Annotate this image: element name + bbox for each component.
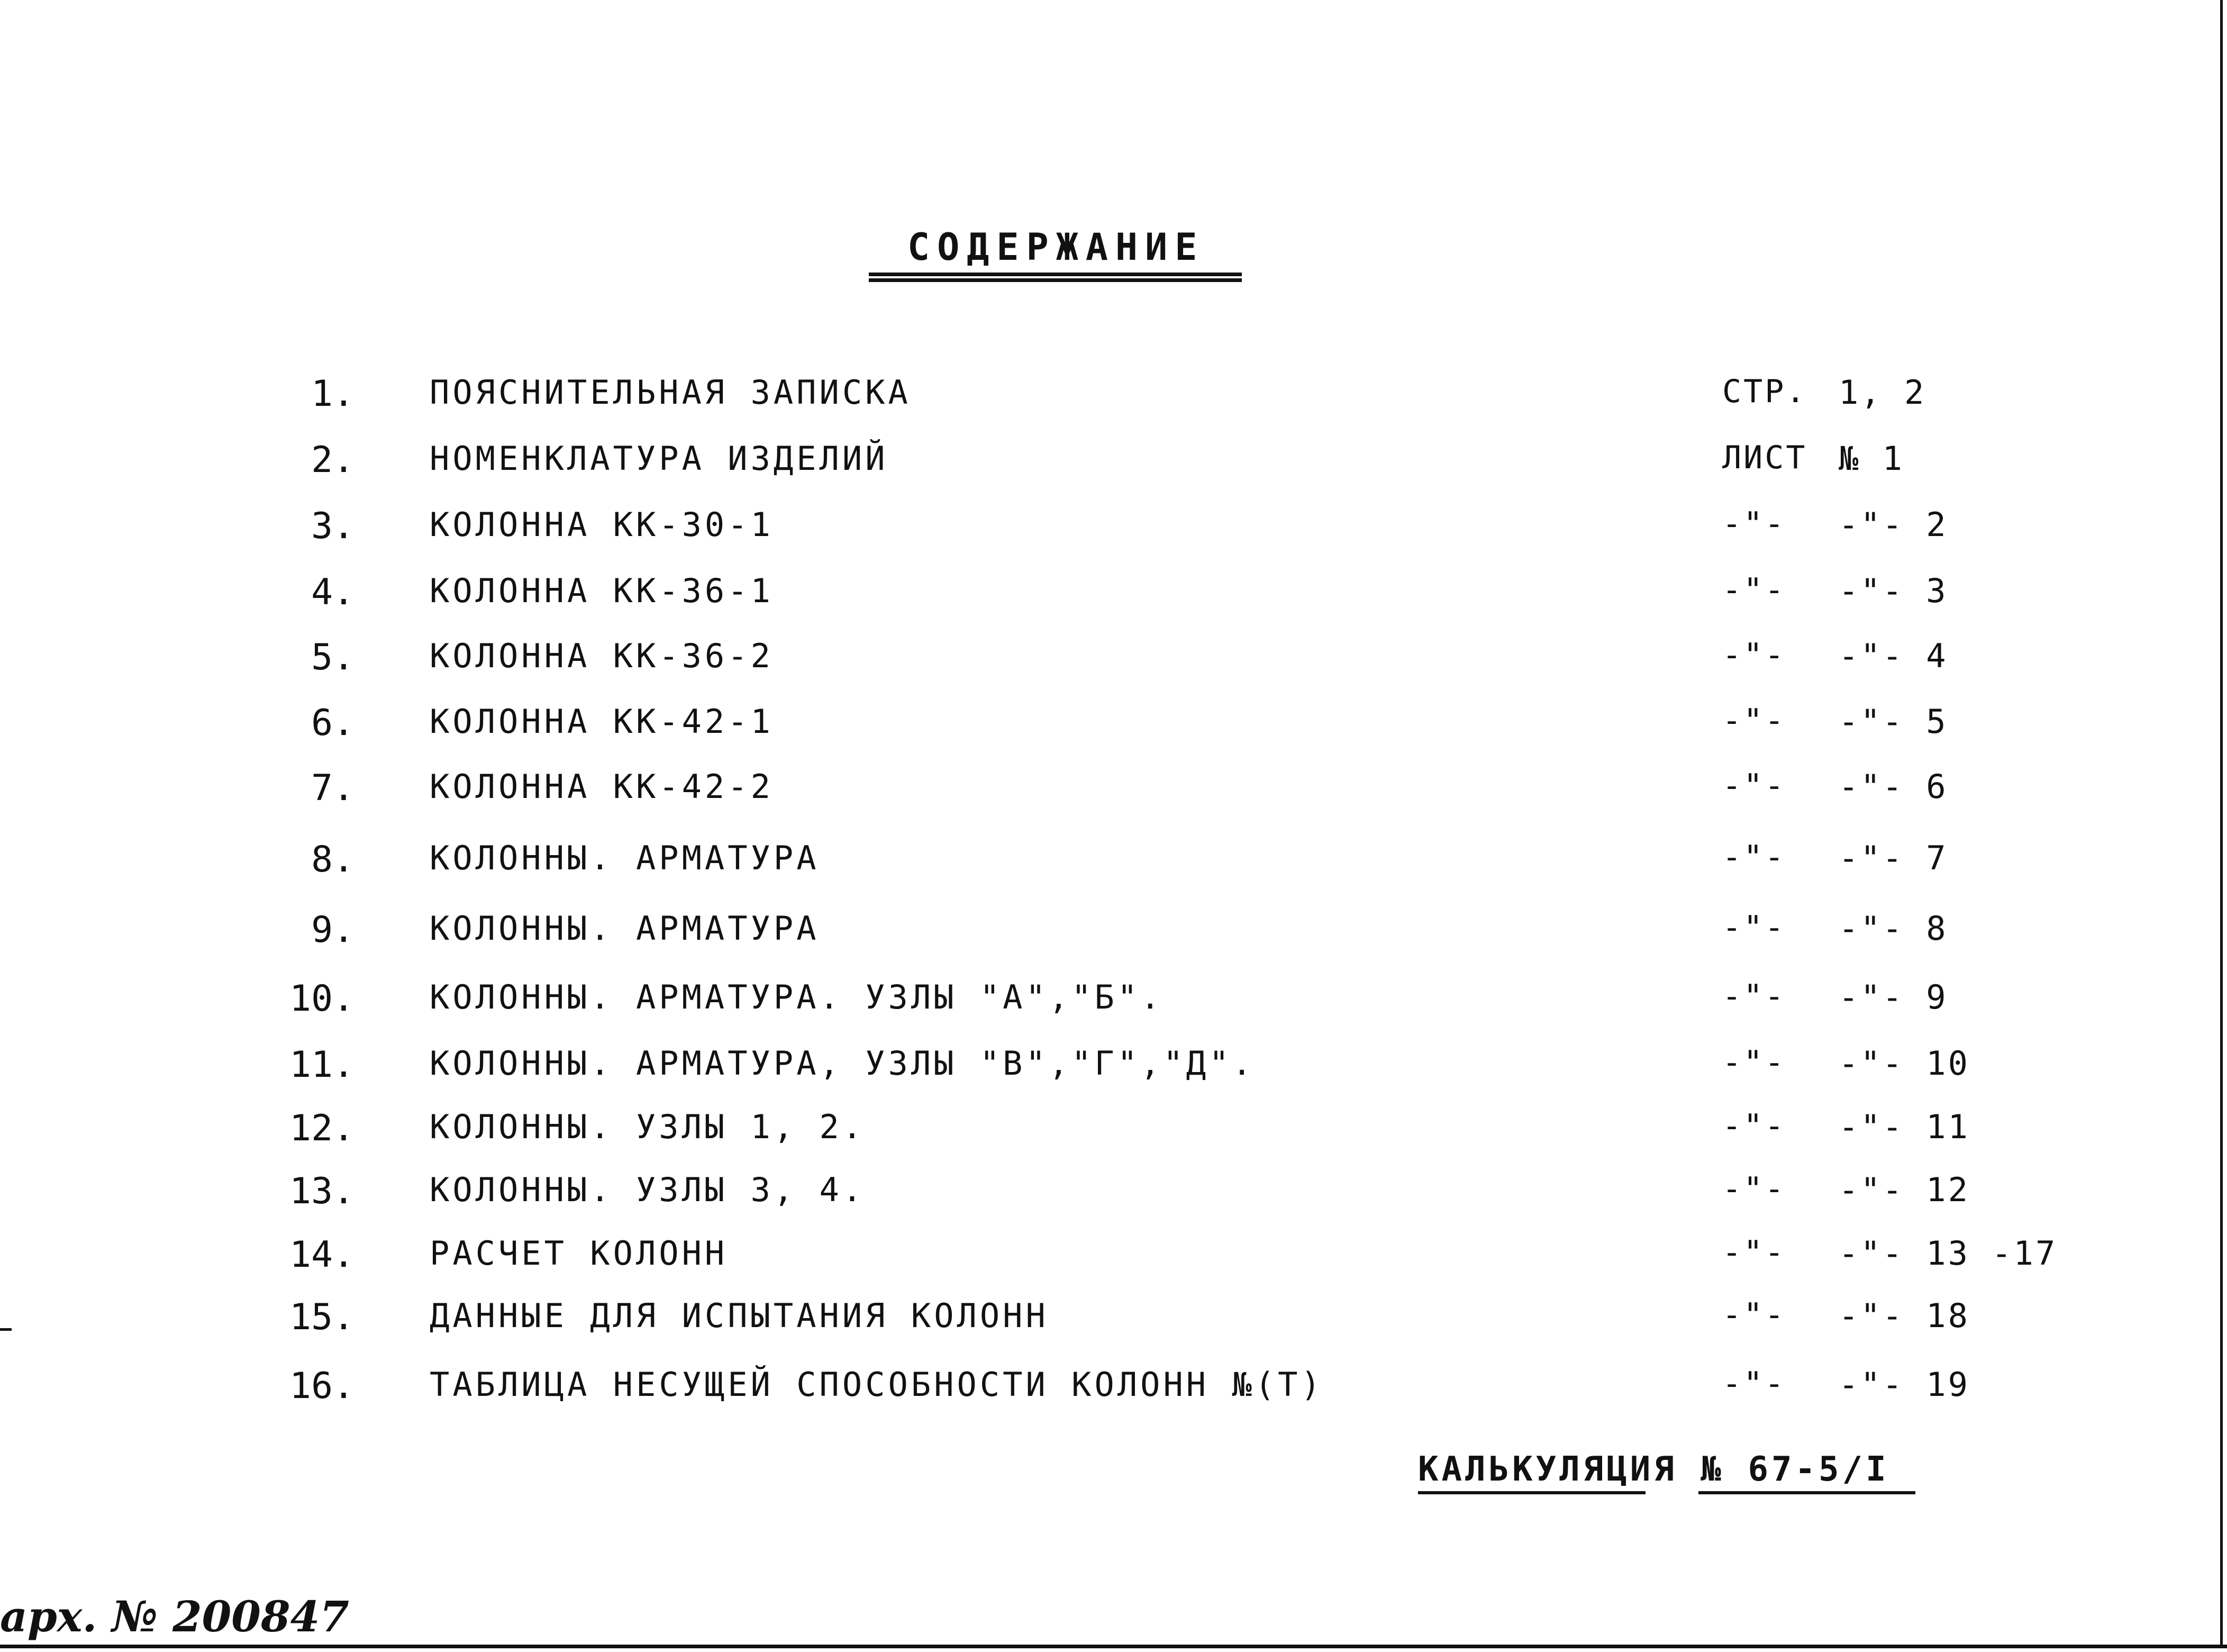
item-page: 1, 2 <box>1839 373 1926 412</box>
item-description: ПОЯСНИТЕЛЬНАЯ ЗАПИСКА <box>430 373 911 412</box>
list-item <box>0 702 2227 752</box>
item-description: КОЛОННА КК-36-2 <box>430 637 774 675</box>
item-description: КОЛОННЫ. АРМАТУРА <box>430 909 820 948</box>
list-item <box>0 1170 2227 1221</box>
item-page-prefix: -"- <box>1722 1044 1786 1081</box>
list-item <box>0 1108 2227 1158</box>
item-description: ДАННЫЕ ДЛЯ ИСПЫТАНИЯ КОЛОНН <box>430 1296 1049 1335</box>
item-page: -"- 10 <box>1839 1044 1970 1083</box>
item-page-prefix: -"- <box>1722 978 1786 1015</box>
item-page: № 1 <box>1839 439 1904 478</box>
archive-number: арх. № 200847 <box>0 1592 349 1641</box>
list-item <box>0 978 2227 1028</box>
list-item <box>0 637 2227 687</box>
item-page: -"- 19 <box>1839 1365 1970 1404</box>
item-number: 2. <box>311 439 354 481</box>
item-description: КОЛОННЫ. УЗЛЫ 3, 4. <box>430 1170 866 1209</box>
item-description: КОЛОННА КК-42-2 <box>430 767 774 806</box>
item-number: 7. <box>311 767 354 809</box>
list-item <box>0 909 2227 959</box>
list-item <box>0 839 2227 889</box>
item-page: -"- 11 <box>1839 1108 1970 1146</box>
item-page-prefix: СТР. <box>1722 373 1807 410</box>
item-page: -"- 2 <box>1839 505 1948 544</box>
item-page: -"- 12 <box>1839 1170 1970 1209</box>
item-page-prefix: -"- <box>1722 571 1786 609</box>
item-number: 5. <box>311 637 354 678</box>
item-description: РАСЧЕТ КОЛОНН <box>430 1234 728 1273</box>
item-page: -"- 3 <box>1839 571 1948 610</box>
item-page-prefix: -"- <box>1722 637 1786 674</box>
item-number: 1. <box>311 373 354 415</box>
item-number: 9. <box>311 909 354 951</box>
item-page-prefix: -"- <box>1722 505 1786 542</box>
item-page-prefix: -"- <box>1722 1108 1786 1145</box>
item-number: 6. <box>311 702 354 744</box>
item-number: 8. <box>311 839 354 881</box>
item-number: 11. <box>289 1044 354 1086</box>
list-item <box>0 1365 2227 1415</box>
item-page-prefix: ЛИСТ <box>1722 439 1807 476</box>
item-page: -"- 18 <box>1839 1296 1970 1335</box>
item-description: ТАБЛИЦА НЕСУЩЕЙ СПОСОБНОСТИ КОЛОНН №(Т) <box>430 1365 1324 1404</box>
item-number: 3. <box>311 505 354 547</box>
page-title: СОДЕРЖАНИЕ <box>907 225 1205 269</box>
calculation-label: КАЛЬКУЛЯЦИЯ № 67-5/I <box>1418 1450 1889 1489</box>
title-underline <box>869 273 1242 276</box>
title-underline-double <box>869 278 1242 282</box>
item-page-prefix: -"- <box>1722 1234 1786 1271</box>
item-page-prefix: -"- <box>1722 767 1786 804</box>
item-number: 13. <box>289 1170 354 1212</box>
item-number: 12. <box>289 1108 354 1149</box>
item-number: 10. <box>289 978 354 1020</box>
item-description: КОЛОННЫ. АРМАТУРА. УЗЛЫ "А","Б". <box>430 978 1164 1016</box>
item-page-prefix: -"- <box>1722 1170 1786 1208</box>
item-description: КОЛОННА КК-30-1 <box>430 505 774 544</box>
item-page: -"- 13 -17 <box>1839 1234 2058 1273</box>
frame-border-right <box>2220 0 2223 1648</box>
item-page: -"- 5 <box>1839 702 1948 741</box>
item-page: -"- 8 <box>1839 909 1948 948</box>
item-description: КОЛОННА КК-36-1 <box>430 571 774 610</box>
margin-tick <box>0 1328 12 1331</box>
item-number: 14. <box>289 1234 354 1276</box>
item-page-prefix: -"- <box>1722 839 1786 876</box>
list-item <box>0 1044 2227 1094</box>
item-number: 16. <box>289 1365 354 1407</box>
item-page-prefix: -"- <box>1722 702 1786 739</box>
item-description: КОЛОННЫ. УЗЛЫ 1, 2. <box>430 1108 866 1146</box>
item-description: КОЛОННЫ. АРМАТУРА <box>430 839 820 877</box>
item-page-prefix: -"- <box>1722 909 1786 946</box>
item-page: -"- 4 <box>1839 637 1948 675</box>
item-description: КОЛОННА КК-42-1 <box>430 702 774 741</box>
item-page: -"- 7 <box>1839 839 1948 877</box>
list-item <box>0 1296 2227 1347</box>
item-page: -"- 6 <box>1839 767 1948 806</box>
item-number: 15. <box>289 1296 354 1338</box>
list-item <box>0 1234 2227 1284</box>
list-item <box>0 505 2227 556</box>
item-description: КОЛОННЫ. АРМАТУРА, УЗЛЫ "В","Г","Д". <box>430 1044 1255 1083</box>
frame-border-bottom <box>0 1645 2227 1648</box>
list-item <box>0 373 2227 423</box>
list-item <box>0 767 2227 818</box>
item-page-prefix: -"- <box>1722 1296 1786 1333</box>
calculation-underline <box>1418 1491 1646 1494</box>
item-description: НОМЕНКЛАТУРА ИЗДЕЛИЙ <box>430 439 888 478</box>
list-item <box>0 439 2227 489</box>
item-number: 4. <box>311 571 354 613</box>
item-page-prefix: -"- <box>1722 1365 1786 1402</box>
calculation-number-underline <box>1698 1491 1915 1494</box>
list-item <box>0 571 2227 622</box>
item-page: -"- 9 <box>1839 978 1948 1016</box>
